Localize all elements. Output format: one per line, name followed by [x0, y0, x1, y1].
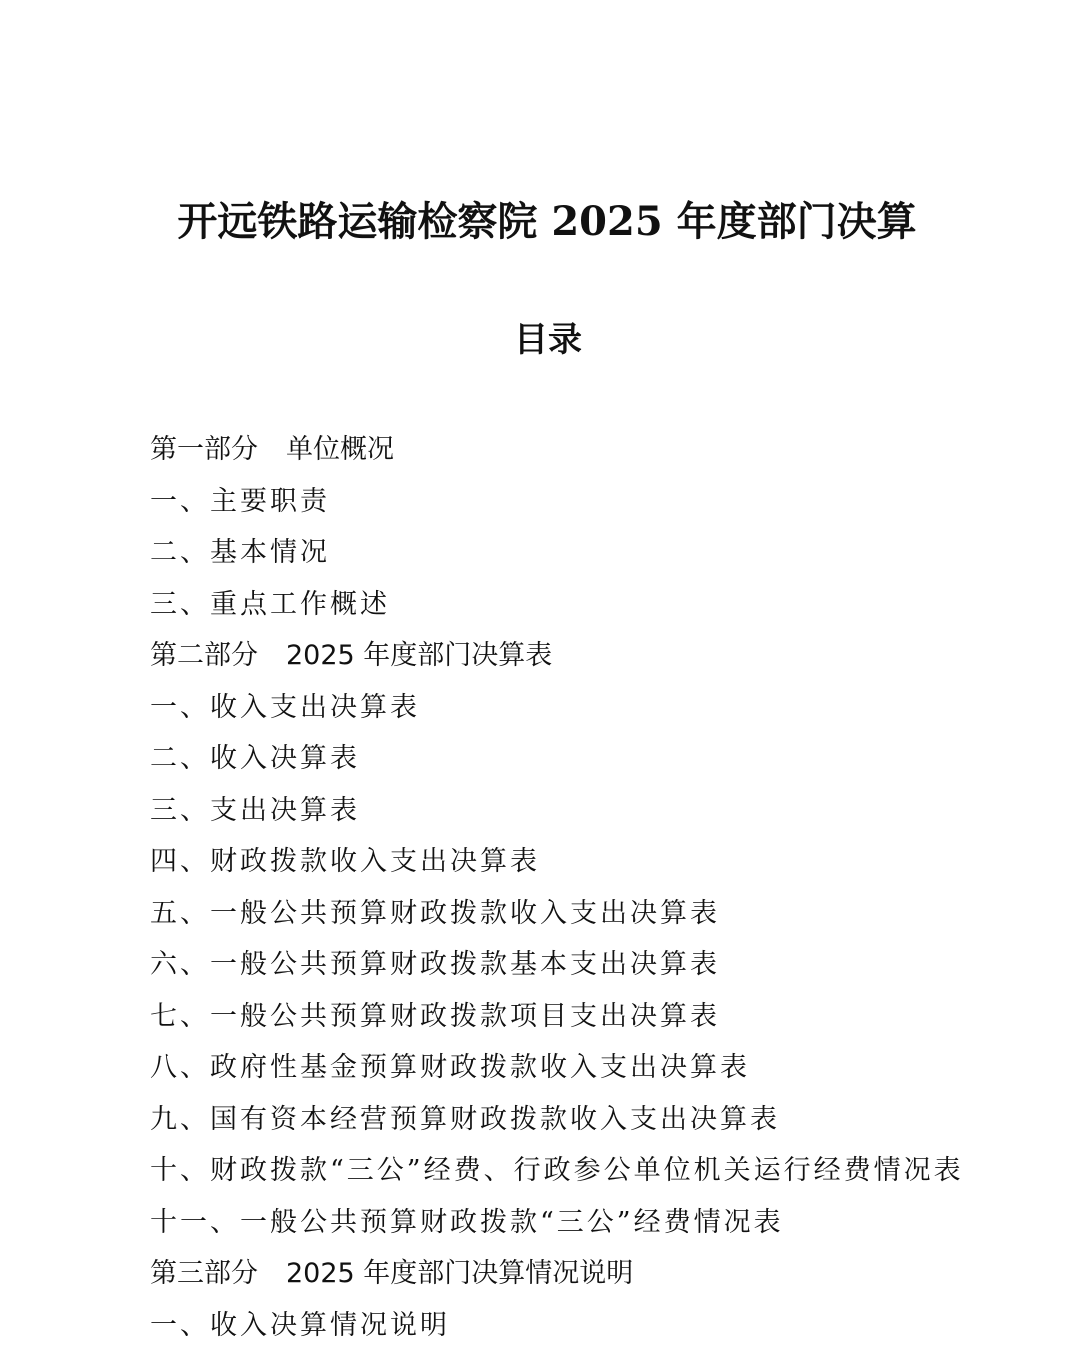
toc-item: 十一、一般公共预算财政拨款“三公”经费情况表	[150, 1206, 784, 1238]
toc-item: 一、收入决算情况说明	[150, 1309, 450, 1341]
toc-item: 五、一般公共预算财政拨款收入支出决算表	[150, 897, 720, 929]
toc-item: 三、重点工作概述	[150, 588, 390, 620]
toc-item: 一、主要职责	[150, 485, 330, 517]
toc-part-label: 单位概况	[286, 434, 394, 465]
toc-part	[150, 630, 1050, 682]
toc-item: 十、财政拨款“三公”经费、行政参公单位机关运行经费情况表	[150, 1155, 964, 1186]
toc-part-label: 2025 年度部门决算情况说明	[286, 1258, 634, 1289]
table-of-contents	[150, 424, 1050, 1349]
toc-part-number: 第一部分	[150, 434, 258, 465]
document-title: 开远铁路运输检察院 2025 年度部门决算	[177, 198, 917, 245]
toc-item: 六、一般公共预算财政拨款基本支出决算表	[150, 949, 720, 980]
toc-part	[150, 424, 1050, 476]
toc-item: 一、收入支出决算表	[150, 691, 420, 723]
toc-item: 二、基本情况	[150, 537, 330, 568]
toc-item: 三、支出决算表	[150, 794, 360, 826]
toc-item: 七、一般公共预算财政拨款项目支出决算表	[150, 1000, 720, 1032]
toc-part-label: 2025 年度部门决算表	[286, 640, 553, 671]
toc-part	[150, 1248, 1050, 1300]
toc-item: 八、政府性基金预算财政拨款收入支出决算表	[150, 1052, 750, 1083]
toc-heading: 目录	[514, 320, 582, 360]
toc-part-number: 第二部分	[150, 640, 258, 671]
toc-item: 二、收入决算表	[150, 743, 360, 774]
toc-item: 四、财政拨款收入支出决算表	[150, 846, 540, 877]
toc-item: 九、国有资本经营预算财政拨款收入支出决算表	[150, 1103, 780, 1135]
toc-part-number: 第三部分	[150, 1258, 258, 1289]
